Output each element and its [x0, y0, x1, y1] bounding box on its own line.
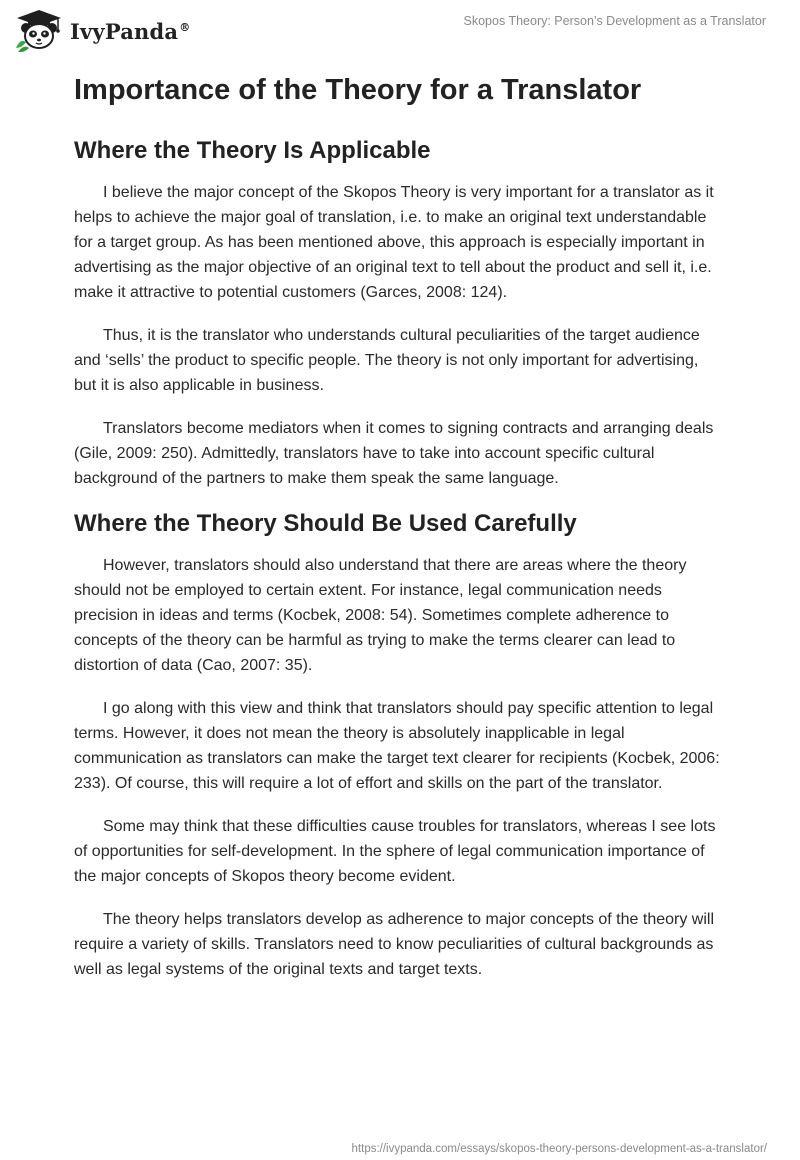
paragraph: Some may think that these difficulties cause troubles for translators, whereas I see lots of opportunities for self-development. In the sphere of legal communication importance of the major concepts of Skopos theory become evident. — [74, 818, 716, 885]
essay-content — [74, 72, 724, 1000]
section-heading-applicable: Where the Theory Is Applicable — [74, 137, 431, 164]
source-url[interactable]: https://ivypanda.com/essays/skopos-theory-persons-development-as-a-translator/ — [351, 1143, 767, 1155]
page-header — [0, 0, 800, 60]
paragraph: I believe the major concept of the Skopos Theory is very important for a translator as it helps to achieve the major goal of translation, i.e. to make an original text understandable for a target group. As has been mentioned above, this approach is especially important in advertising as the major objective of an original text to tell about the product and sell it, i.e. make it attractive to potential customers (Garces, 2008: 124). — [74, 184, 714, 301]
paragraph: Translators become mediators when it comes to signing contracts and arranging deals (Gile, 2009: 250). Admittedly, translators have to take into account specific cultural background of the partners to make them speak the same language. — [74, 420, 714, 487]
paragraph: I go along with this view and think that translators should pay specific attention to legal terms. However, it does not mean the theory is absolutely inapplicable in legal communication as translators can make the target text clearer for recipients (Kocbek, 2006: 233). Of course, this will require a lot of effort and skills on the part of the translator. — [74, 700, 720, 792]
panda-graduate-icon — [14, 8, 64, 52]
brand-name — [70, 19, 190, 44]
brand-name-text: IvyPanda — [70, 18, 179, 44]
paragraph: However, translators should also understand that there are areas where the theory should not be employed to certain extent. For instance, legal communication needs precision in ideas and terms (Kocbek, 2008: 54). Sometimes complete adherence to concepts of the theory can be harmful as trying to make the terms clearer can lead to distortion of data (Cao, 2007: 35). — [74, 557, 687, 674]
paragraph: The theory helps translators develop as adherence to major concepts of the theory will require a variety of skills. Translators need to know peculiarities of cultural backgrounds as well as legal systems of the original texts and target texts. — [74, 911, 714, 978]
registered-mark: ® — [179, 20, 191, 34]
paragraph: Thus, it is the translator who understands cultural peculiarities of the target audience and ‘sells’ the product to specific people. The theory is not only important for advertising, but it is also applicable in business. — [74, 327, 700, 394]
section-heading-carefully: Where the Theory Should Be Used Carefully — [74, 510, 577, 537]
page-title: Importance of the Theory for a Translator — [74, 74, 642, 106]
document-title: Skopos Theory: Person’s Development as a Translator — [463, 14, 766, 28]
ivypanda-logo[interactable] — [14, 8, 190, 52]
